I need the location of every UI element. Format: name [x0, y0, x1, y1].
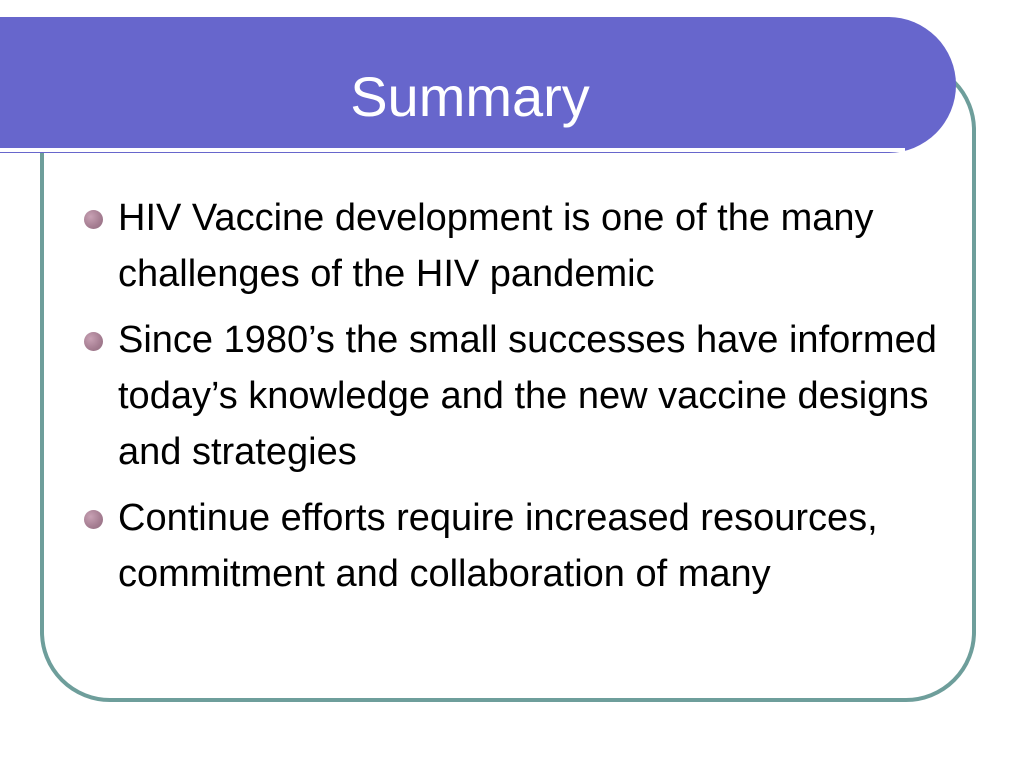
slide-title: Summary	[350, 65, 590, 128]
title-banner	[0, 17, 956, 153]
bullet-list	[80, 190, 960, 612]
bullet-text: HIV Vaccine development is one of the many challenges of the HIV pandemic	[118, 197, 874, 295]
bullet-text: Continue efforts require increased resources, commitment and collaboration of many	[118, 497, 878, 595]
bullet-dot-icon	[84, 210, 103, 229]
title-rule	[0, 148, 905, 152]
bullet-item	[80, 490, 960, 602]
bullet-item	[80, 190, 960, 302]
bullet-dot-icon	[84, 332, 103, 351]
bullet-text: Since 1980’s the small successes have informed today’s knowledge and the new vaccine designs and strategies	[118, 319, 937, 473]
bullet-dot-icon	[84, 510, 103, 529]
bullet-item	[80, 312, 960, 480]
